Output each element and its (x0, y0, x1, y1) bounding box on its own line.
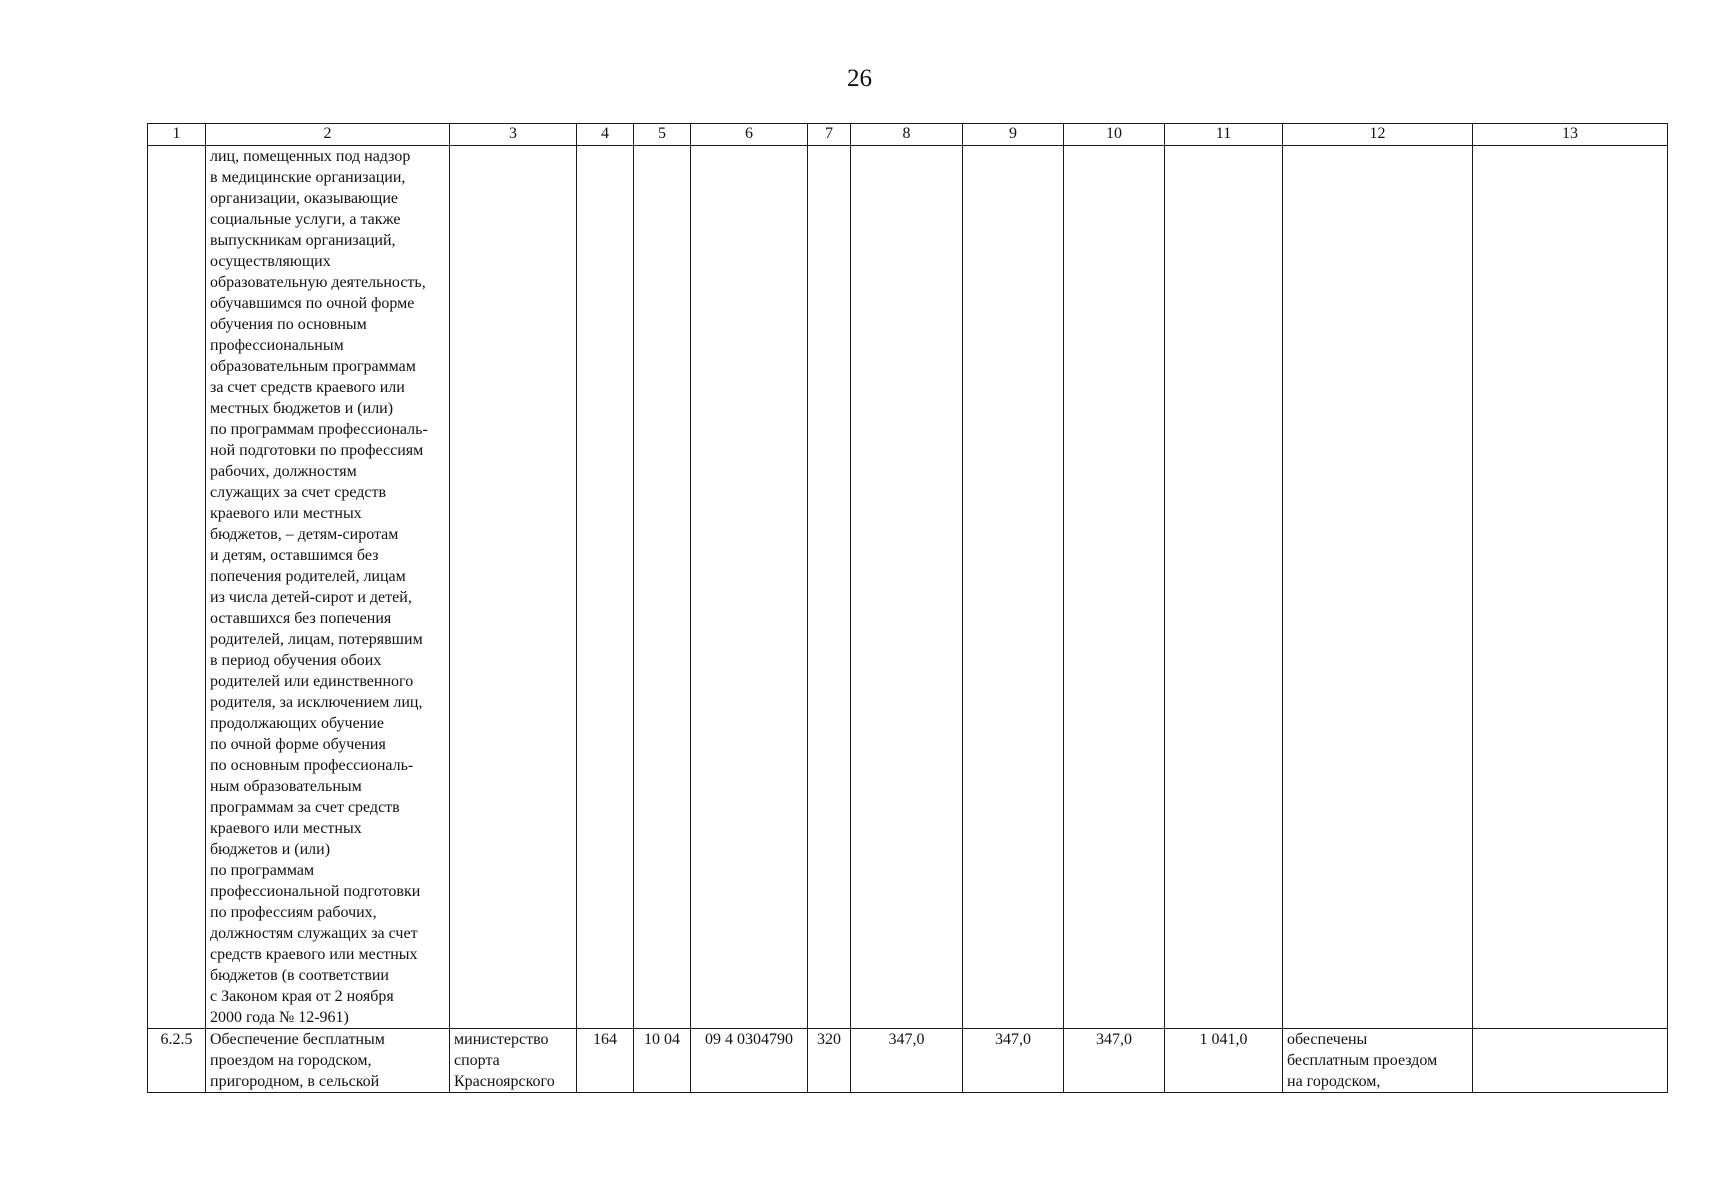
cell-description: лиц, помещенных под надзор в медицинские организации, организации, оказывающие социальные услуги, а также выпускникам организаций, осуществляющих образовательную деятельность, обучавшимся по очной форме обучения по основным профессиональным образовательным программам за счет средств краевого или местных бюджетов и (или) по программам профессиональ- ной подготовки по профессиям рабочих, должностям служащих за счет средств краевого или местных бюджетов, – детям-сиротам и детям, оставшимся без попечения родителей, лицам из числа детей-сирот и детей, оставшихся без попечения родителей, лицам, потерявшим в период обучения обоих родителей или единственного родителя, за исключением лиц, продолжающих обучение по очной форме обучения по основным профессиональ- ным образовательным программам за счет средств краевого или местных бюджетов и (или) по программам профессиональной подготовки по профессиям рабочих, должностям служащих за счет средств краевого или местных бюджетов (в соответствии с Законом края от 2 ноября 2000 года № 12-961) (206, 146, 450, 1029)
cell-empty (1165, 146, 1283, 1029)
cell-expected-result: обеспечены бесплатным проездом на городском, (1283, 1029, 1473, 1093)
cell-amount-year1: 347,0 (851, 1029, 963, 1093)
column-header: 7 (808, 124, 851, 146)
cell-empty (691, 146, 808, 1029)
column-header: 12 (1283, 124, 1473, 146)
cell-empty (577, 146, 634, 1029)
column-header: 10 (1064, 124, 1165, 146)
column-number-row (148, 124, 1668, 146)
cell-empty (634, 146, 691, 1029)
cell-empty (1283, 146, 1473, 1029)
cell-empty (1064, 146, 1165, 1029)
cell-amount-year3: 347,0 (1064, 1029, 1165, 1093)
table-row (148, 146, 1668, 1029)
cell-empty (450, 146, 577, 1029)
cell-amount-total: 1 041,0 (1165, 1029, 1283, 1093)
column-header: 6 (691, 124, 808, 146)
cell-item-number: 6.2.5 (148, 1029, 206, 1093)
cell-section-code: 10 04 (634, 1029, 691, 1093)
cell-target-article: 09 4 0304790 (691, 1029, 808, 1093)
column-header: 3 (450, 124, 577, 146)
page-number: 26 (847, 65, 872, 92)
column-header: 2 (206, 124, 450, 146)
column-header: 1 (148, 124, 206, 146)
cell-grbs-code: 164 (577, 1029, 634, 1093)
column-header: 8 (851, 124, 963, 146)
column-header: 5 (634, 124, 691, 146)
cell-empty (808, 146, 851, 1029)
cell-expense-type: 320 (808, 1029, 851, 1093)
cell-administrator: министерство спорта Красноярского (450, 1029, 577, 1093)
cell-empty (963, 146, 1064, 1029)
budget-table (147, 123, 1668, 1093)
column-header: 4 (577, 124, 634, 146)
cell-amount-year2: 347,0 (963, 1029, 1064, 1093)
column-header: 11 (1165, 124, 1283, 146)
cell-empty (1473, 146, 1668, 1029)
column-header: 9 (963, 124, 1064, 146)
table-row (148, 1029, 1668, 1093)
column-header: 13 (1473, 124, 1668, 146)
cell-empty (851, 146, 963, 1029)
cell-empty (1473, 1029, 1668, 1093)
cell-description: Обеспечение бесплатным проездом на городском, пригородном, в сельской (206, 1029, 450, 1093)
cell-number (148, 146, 206, 1029)
